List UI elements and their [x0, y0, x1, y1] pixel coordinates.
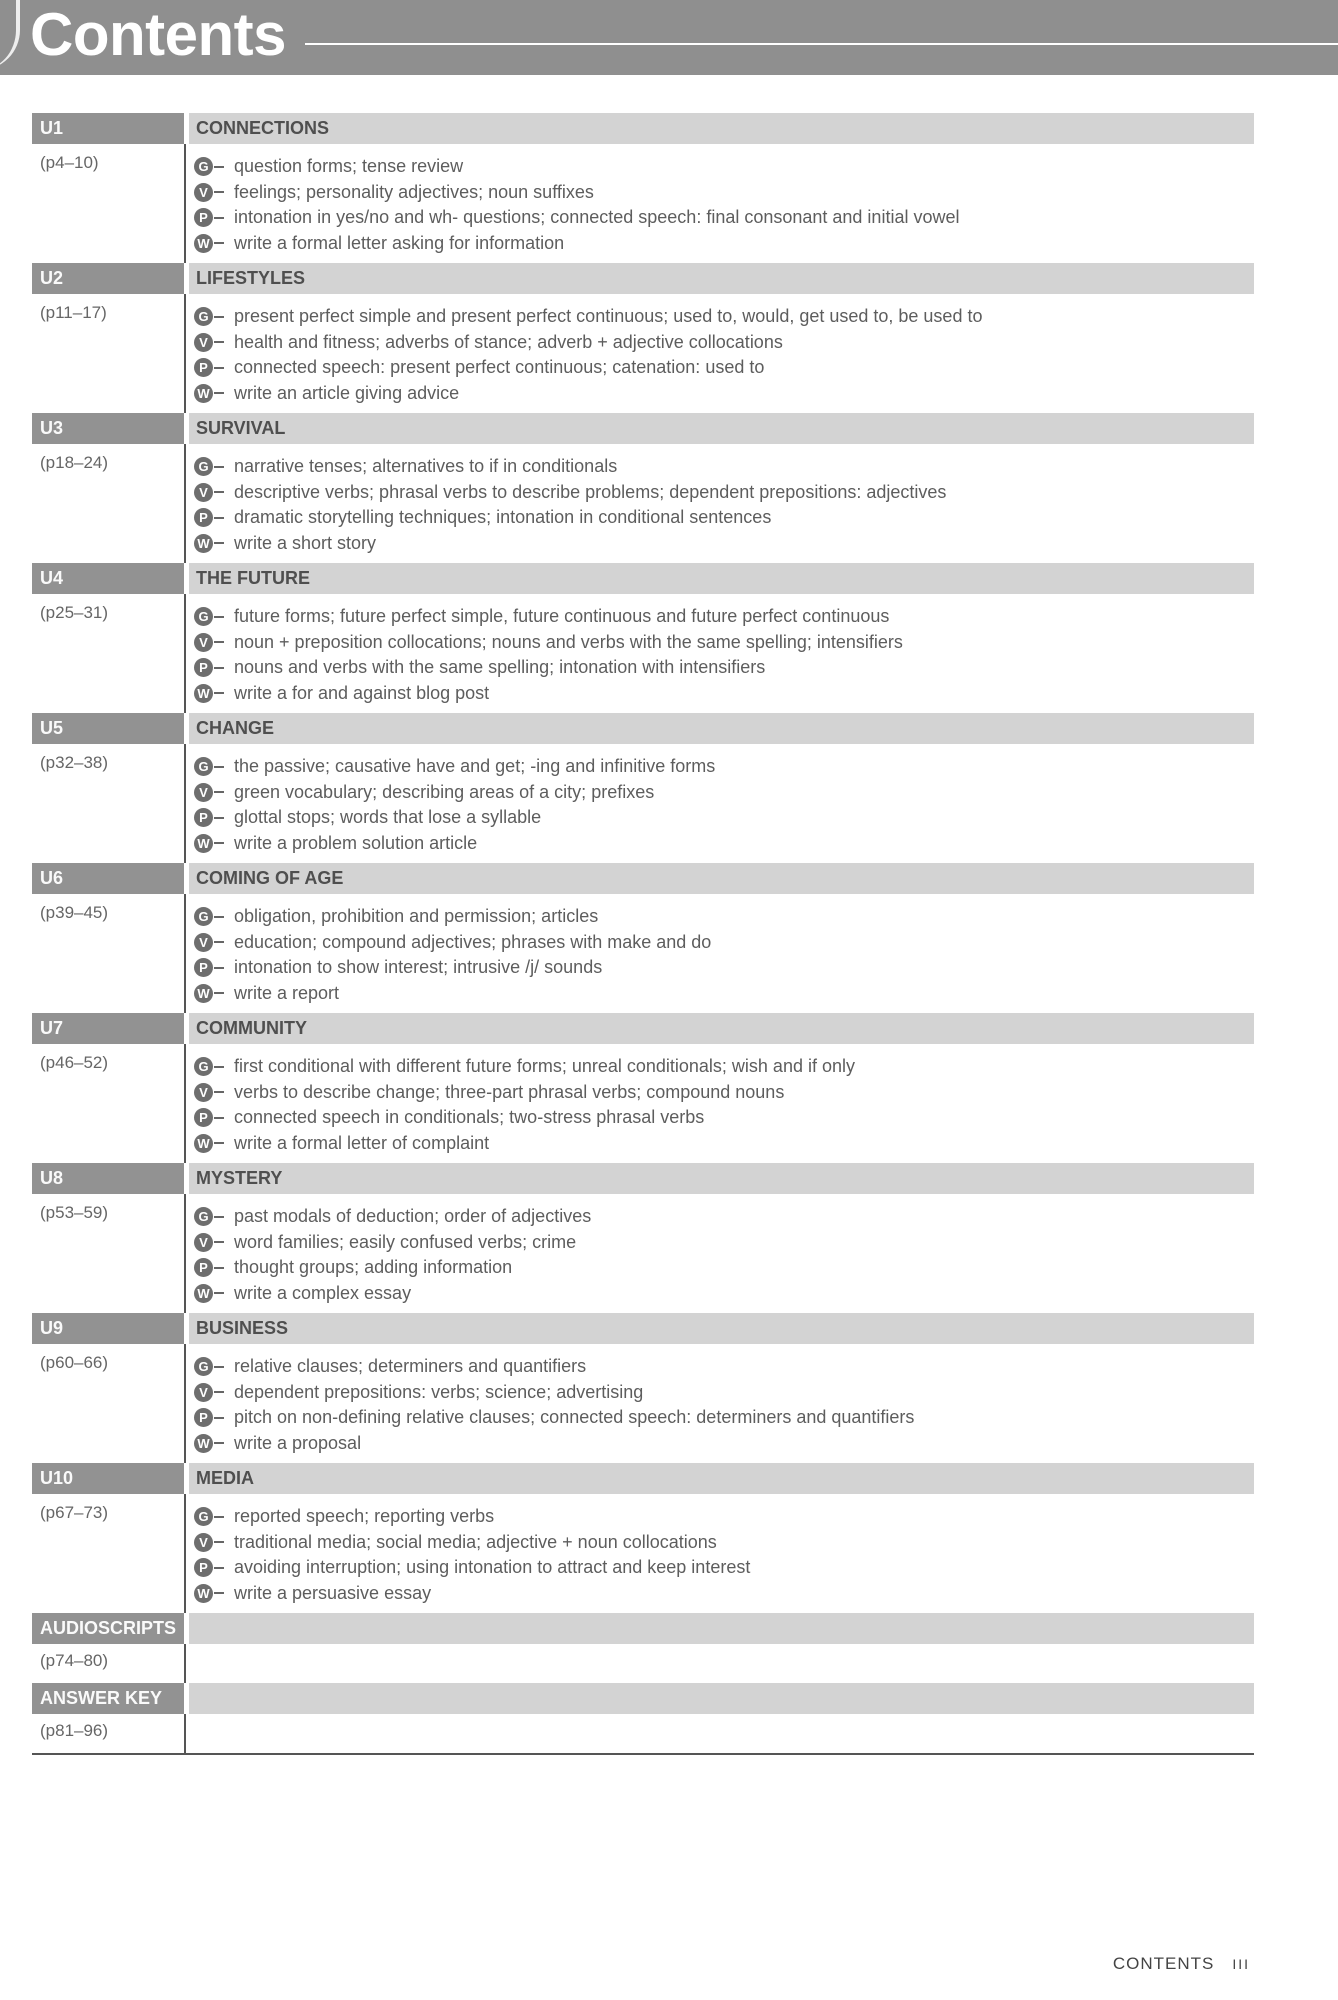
- item-text: write a formal letter of complaint: [234, 1132, 490, 1153]
- unit-item: [194, 1204, 591, 1230]
- item-text: glottal stops; words that lose a syllable: [234, 807, 542, 828]
- dash-icon: [214, 1241, 224, 1243]
- unit-title: CHANGE: [189, 713, 1254, 744]
- unit-code: U4: [32, 563, 184, 594]
- unit-pages: (p4–10): [32, 144, 186, 263]
- item-text: descriptive verbs; phrasal verbs to describe problems; dependent prepositions: adjectives: [234, 481, 947, 502]
- extra-body: [32, 1644, 1254, 1683]
- unit-item: [194, 780, 715, 806]
- unit-item: [194, 154, 959, 180]
- unit-item: [194, 805, 715, 831]
- unit-pages: (p39–45): [32, 894, 186, 1013]
- unit-items: [186, 294, 982, 413]
- p-badge-icon: P: [194, 658, 213, 677]
- p-badge-icon: P: [194, 1558, 213, 1577]
- v-badge-icon: V: [194, 933, 213, 952]
- extra-row: [32, 1613, 1254, 1683]
- dash-icon: [214, 941, 224, 943]
- unit-item: [194, 205, 959, 231]
- v-badge-icon: V: [194, 1533, 213, 1552]
- p-badge-icon: P: [194, 208, 213, 227]
- dash-icon: [214, 341, 224, 343]
- units-list: [32, 113, 1254, 1613]
- p-badge-icon: P: [194, 958, 213, 977]
- g-badge-icon: G: [194, 157, 213, 176]
- g-badge-icon: G: [194, 1507, 213, 1526]
- dash-icon: [214, 616, 224, 618]
- unit-code: U2: [32, 263, 184, 294]
- extra-header: [32, 1613, 1254, 1644]
- extra-header: [32, 1683, 1254, 1714]
- unit-items: [186, 1194, 591, 1313]
- unit-item: [194, 355, 982, 381]
- item-text: narrative tenses; alternatives to if in conditionals: [234, 456, 618, 477]
- w-badge-icon: W: [194, 384, 213, 403]
- unit-items: [186, 744, 715, 863]
- g-badge-icon: G: [194, 307, 213, 326]
- unit-pages: (p60–66): [32, 1344, 186, 1463]
- extra-row: [32, 1683, 1254, 1753]
- v-badge-icon: V: [194, 1233, 213, 1252]
- w-badge-icon: W: [194, 1284, 213, 1303]
- extra-pages: (p74–80): [32, 1644, 186, 1683]
- dash-icon: [214, 766, 224, 768]
- unit-item: [194, 231, 959, 257]
- unit-code: U5: [32, 713, 184, 744]
- unit-title: CONNECTIONS: [189, 113, 1254, 144]
- p-badge-icon: P: [194, 508, 213, 527]
- unit-pages: (p18–24): [32, 444, 186, 563]
- unit-item: [194, 304, 982, 330]
- unit-code: U6: [32, 863, 184, 894]
- unit-item: [194, 1354, 914, 1380]
- dash-icon: [214, 1142, 224, 1144]
- unit-header: [32, 413, 1254, 444]
- dash-icon: [214, 367, 224, 369]
- footer-page-number: III: [1232, 1956, 1250, 1972]
- unit-item: [194, 1230, 591, 1256]
- unit-item: [194, 1581, 750, 1607]
- unit-title: LIFESTYLES: [189, 263, 1254, 294]
- extra-pages: (p81–96): [32, 1714, 186, 1753]
- item-text: future forms; future perfect simple, future continuous and future perfect continuous: [234, 606, 890, 627]
- dash-icon: [214, 992, 224, 994]
- unit-header: [32, 1163, 1254, 1194]
- dash-icon: [214, 1216, 224, 1218]
- extra-code: AUDIOSCRIPTS: [32, 1613, 184, 1644]
- unit-item: [194, 180, 959, 206]
- dash-icon: [214, 692, 224, 694]
- unit-item: [194, 1431, 914, 1457]
- unit-title: MYSTERY: [189, 1163, 1254, 1194]
- page-header: [0, 0, 1338, 75]
- item-text: pitch on non-defining relative clauses; connected speech: determiners and quantifiers: [234, 1407, 915, 1428]
- dash-icon: [214, 1417, 224, 1419]
- dash-icon: [214, 191, 224, 193]
- dash-icon: [214, 791, 224, 793]
- unit-item: [194, 754, 715, 780]
- unit-body: [32, 1044, 1254, 1163]
- dash-icon: [214, 517, 224, 519]
- w-badge-icon: W: [194, 1434, 213, 1453]
- item-text: connected speech: present perfect continuous; catenation: used to: [234, 357, 765, 378]
- p-badge-icon: P: [194, 808, 213, 827]
- g-badge-icon: G: [194, 757, 213, 776]
- unit-row: [32, 713, 1254, 863]
- unit-items: [186, 1344, 914, 1463]
- dash-icon: [214, 217, 224, 219]
- item-text: education; compound adjectives; phrases with make and do: [234, 931, 712, 952]
- item-text: thought groups; adding information: [234, 1257, 513, 1278]
- unit-row: [32, 1463, 1254, 1613]
- unit-item: [194, 1054, 855, 1080]
- extra-title-bar: [189, 1683, 1254, 1714]
- dash-icon: [214, 1292, 224, 1294]
- item-text: dramatic storytelling techniques; intonation in conditional sentences: [234, 507, 772, 528]
- v-badge-icon: V: [194, 333, 213, 352]
- g-badge-icon: G: [194, 1357, 213, 1376]
- g-badge-icon: G: [194, 607, 213, 626]
- w-badge-icon: W: [194, 1134, 213, 1153]
- unit-item: [194, 981, 711, 1007]
- unit-code: U10: [32, 1463, 184, 1494]
- item-text: noun + preposition collocations; nouns and verbs with the same spelling; intensifiers: [234, 631, 903, 652]
- extra-code: ANSWER KEY: [32, 1683, 184, 1714]
- item-text: write a formal letter asking for information: [234, 232, 565, 253]
- item-text: intonation to show interest; intrusive /j/ sounds: [234, 957, 603, 978]
- dash-icon: [214, 1066, 224, 1068]
- dash-icon: [214, 166, 224, 168]
- unit-item: [194, 1504, 750, 1530]
- dash-icon: [214, 1592, 224, 1594]
- dash-icon: [214, 1267, 224, 1269]
- dash-icon: [214, 667, 224, 669]
- g-badge-icon: G: [194, 1057, 213, 1076]
- dash-icon: [214, 1442, 224, 1444]
- item-text: write a problem solution article: [234, 832, 478, 853]
- unit-body: [32, 894, 1254, 1013]
- unit-item: [194, 904, 711, 930]
- contents-table: [32, 113, 1254, 1755]
- unit-item: [194, 1255, 591, 1281]
- p-badge-icon: P: [194, 1408, 213, 1427]
- unit-code: U3: [32, 413, 184, 444]
- unit-header: [32, 263, 1254, 294]
- unit-header: [32, 563, 1254, 594]
- unit-pages: (p25–31): [32, 594, 186, 713]
- unit-item: [194, 630, 903, 656]
- item-text: green vocabulary; describing areas of a city; prefixes: [234, 781, 655, 802]
- dash-icon: [214, 1567, 224, 1569]
- dash-icon: [214, 1391, 224, 1393]
- unit-row: [32, 413, 1254, 563]
- unit-item: [194, 955, 711, 981]
- unit-title: MEDIA: [189, 1463, 1254, 1494]
- unit-item: [194, 1405, 914, 1431]
- w-badge-icon: W: [194, 534, 213, 553]
- unit-item: [194, 480, 946, 506]
- unit-items: [186, 1044, 855, 1163]
- unit-pages: (p67–73): [32, 1494, 186, 1613]
- unit-body: [32, 1194, 1254, 1313]
- unit-item: [194, 1530, 750, 1556]
- item-text: the passive; causative have and get; -ing and infinitive forms: [234, 756, 716, 777]
- item-text: write a for and against blog post: [234, 682, 490, 703]
- dash-icon: [214, 1541, 224, 1543]
- g-badge-icon: G: [194, 1207, 213, 1226]
- unit-row: [32, 1163, 1254, 1313]
- page-footer: [1113, 1954, 1250, 1974]
- unit-item: [194, 930, 711, 956]
- unit-body: [32, 144, 1254, 263]
- unit-item: [194, 604, 903, 630]
- item-text: intonation in yes/no and wh- questions; connected speech: final consonant and initial vowel: [234, 207, 960, 228]
- dash-icon: [214, 491, 224, 493]
- unit-items: [186, 594, 903, 713]
- unit-item: [194, 1080, 855, 1106]
- dash-icon: [214, 242, 224, 244]
- v-badge-icon: V: [194, 1383, 213, 1402]
- item-text: nouns and verbs with the same spelling; intonation with intensifiers: [234, 657, 766, 678]
- unit-header: [32, 113, 1254, 144]
- unit-code: U1: [32, 113, 184, 144]
- dash-icon: [214, 641, 224, 643]
- unit-item: [194, 681, 903, 707]
- unit-row: [32, 1313, 1254, 1463]
- item-text: write a report: [234, 982, 340, 1003]
- unit-row: [32, 563, 1254, 713]
- dash-icon: [214, 967, 224, 969]
- unit-item: [194, 1131, 855, 1157]
- unit-code: U7: [32, 1013, 184, 1044]
- unit-items: [186, 144, 959, 263]
- unit-body: [32, 1494, 1254, 1613]
- unit-body: [32, 1344, 1254, 1463]
- unit-item: [194, 1105, 855, 1131]
- dash-icon: [214, 1091, 224, 1093]
- item-text: write a short story: [234, 532, 377, 553]
- unit-pages: (p11–17): [32, 294, 186, 413]
- item-text: reported speech; reporting verbs: [234, 1506, 495, 1527]
- item-text: write a proposal: [234, 1432, 362, 1453]
- unit-row: [32, 863, 1254, 1013]
- unit-item: [194, 1555, 750, 1581]
- p-badge-icon: P: [194, 1258, 213, 1277]
- extras-list: [32, 1613, 1254, 1753]
- dash-icon: [214, 542, 224, 544]
- header-curl-decoration: [0, 0, 20, 70]
- unit-header: [32, 1013, 1254, 1044]
- v-badge-icon: V: [194, 783, 213, 802]
- item-text: dependent prepositions: verbs; science; advertising: [234, 1381, 644, 1402]
- v-badge-icon: V: [194, 1083, 213, 1102]
- extra-title-bar: [189, 1613, 1254, 1644]
- w-badge-icon: W: [194, 834, 213, 853]
- v-badge-icon: V: [194, 183, 213, 202]
- g-badge-icon: G: [194, 457, 213, 476]
- unit-item: [194, 381, 982, 407]
- unit-item: [194, 655, 903, 681]
- unit-body: [32, 444, 1254, 563]
- unit-body: [32, 294, 1254, 413]
- item-text: traditional media; social media; adjective + noun collocations: [234, 1531, 717, 1552]
- item-text: question forms; tense review: [234, 156, 464, 177]
- item-text: word families; easily confused verbs; crime: [234, 1231, 577, 1252]
- unit-item: [194, 831, 715, 857]
- dash-icon: [214, 1366, 224, 1368]
- unit-header: [32, 1463, 1254, 1494]
- unit-title: COMMUNITY: [189, 1013, 1254, 1044]
- v-badge-icon: V: [194, 633, 213, 652]
- dash-icon: [214, 916, 224, 918]
- p-badge-icon: P: [194, 1108, 213, 1127]
- unit-row: [32, 113, 1254, 263]
- unit-pages: (p53–59): [32, 1194, 186, 1313]
- dash-icon: [214, 466, 224, 468]
- item-text: health and fitness; adverbs of stance; adverb + adjective collocations: [234, 331, 783, 352]
- v-badge-icon: V: [194, 483, 213, 502]
- unit-title: SURVIVAL: [189, 413, 1254, 444]
- unit-header: [32, 713, 1254, 744]
- item-text: connected speech in conditionals; two-stress phrasal verbs: [234, 1107, 705, 1128]
- item-text: obligation, prohibition and permission; articles: [234, 906, 599, 927]
- unit-pages: (p32–38): [32, 744, 186, 863]
- unit-item: [194, 531, 946, 557]
- unit-code: U9: [32, 1313, 184, 1344]
- item-text: avoiding interruption; using intonation to attract and keep interest: [234, 1557, 751, 1578]
- unit-header: [32, 1313, 1254, 1344]
- header-rule: [305, 43, 1338, 45]
- unit-item: [194, 454, 946, 480]
- item-text: feelings; personality adjectives; noun suffixes: [234, 181, 594, 202]
- unit-title: BUSINESS: [189, 1313, 1254, 1344]
- g-badge-icon: G: [194, 907, 213, 926]
- unit-row: [32, 263, 1254, 413]
- item-text: present perfect simple and present perfect continuous; used to, would, get used to, be used to: [234, 306, 983, 327]
- item-text: write a complex essay: [234, 1282, 412, 1303]
- unit-title: THE FUTURE: [189, 563, 1254, 594]
- p-badge-icon: P: [194, 358, 213, 377]
- item-text: first conditional with different future forms; unreal conditionals; wish and if only: [234, 1056, 855, 1077]
- unit-header: [32, 863, 1254, 894]
- dash-icon: [214, 392, 224, 394]
- unit-item: [194, 505, 946, 531]
- footer-label: CONTENTS: [1112, 1954, 1215, 1973]
- unit-items: [186, 444, 946, 563]
- unit-pages: (p46–52): [32, 1044, 186, 1163]
- dash-icon: [214, 1117, 224, 1119]
- unit-item: [194, 1380, 914, 1406]
- unit-title: COMING OF AGE: [189, 863, 1254, 894]
- dash-icon: [214, 1516, 224, 1518]
- dash-icon: [214, 842, 224, 844]
- page-title: Contents: [30, 1, 286, 68]
- dash-icon: [214, 817, 224, 819]
- item-text: verbs to describe change; three-part phrasal verbs; compound nouns: [234, 1081, 785, 1102]
- w-badge-icon: W: [194, 1584, 213, 1603]
- dash-icon: [214, 316, 224, 318]
- w-badge-icon: W: [194, 684, 213, 703]
- unit-body: [32, 594, 1254, 713]
- extra-body: [32, 1714, 1254, 1753]
- bottom-rule: [32, 1753, 1254, 1755]
- item-text: write a persuasive essay: [234, 1582, 432, 1603]
- unit-items: [186, 1494, 750, 1613]
- unit-item: [194, 330, 982, 356]
- item-text: relative clauses; determiners and quantifiers: [234, 1356, 587, 1377]
- item-text: write an article giving advice: [234, 382, 460, 403]
- unit-code: U8: [32, 1163, 184, 1194]
- unit-row: [32, 1013, 1254, 1163]
- unit-body: [32, 744, 1254, 863]
- unit-items: [186, 894, 711, 1013]
- unit-item: [194, 1281, 591, 1307]
- w-badge-icon: W: [194, 984, 213, 1003]
- w-badge-icon: W: [194, 234, 213, 253]
- item-text: past modals of deduction; order of adjectives: [234, 1206, 592, 1227]
